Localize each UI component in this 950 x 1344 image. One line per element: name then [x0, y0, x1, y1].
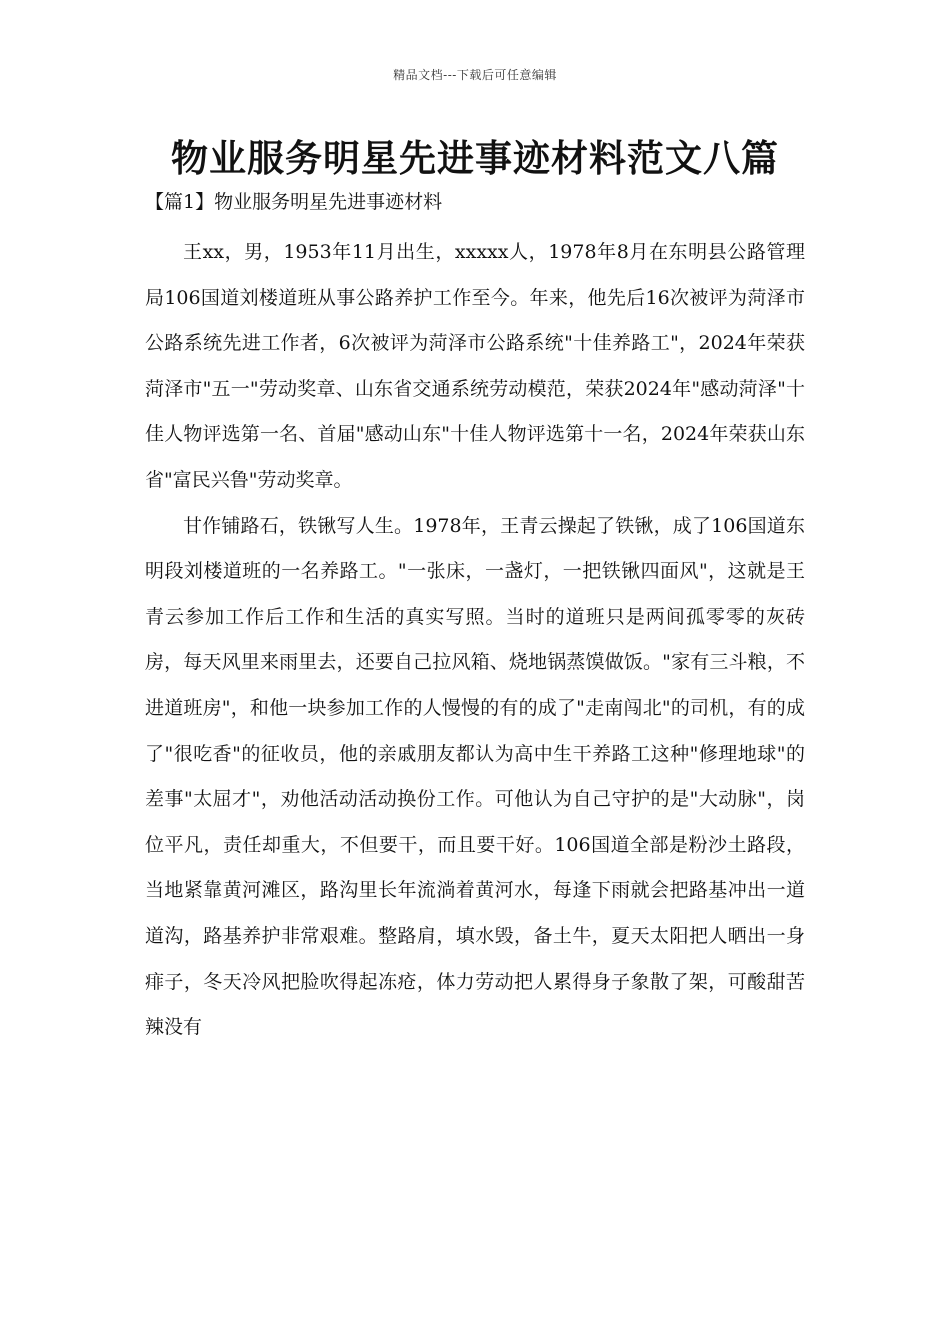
section-heading: 【篇1】物业服务明星先进事迹材料: [145, 191, 443, 213]
paragraph: 王xx，男，1953年11月出生，xxxxx人，1978年8月在东明县公路管理局106国道刘楼道班从事公路养护工作至今。年来，他先后16次被评为菏泽市公路系统先进工作者，6次被评为菏泽市公路系统"十佳养路工"，2024年荣获菏泽市"五一"劳动奖章、山东省交通系统劳动模范，荣获2024年"感动菏泽"十佳人物评选第一名、首届"感动山东"十佳人物评选第十一名，2024年荣获山东省"富民兴鲁"劳动奖章。: [145, 241, 805, 491]
header-note: 精品文档---下载后可任意编辑: [393, 68, 557, 82]
body-text: [145, 230, 805, 1051]
document-title: 物业服务明星先进事迹材料范文八篇: [171, 136, 779, 180]
paragraph: 甘作铺路石，铁锹写人生。1978年，王青云操起了铁锹，成了106国道东明段刘楼道班的一名养路工。"一张床，一盏灯，一把铁锹四面风"，这就是王青云参加工作后工作和生活的真实写照。当时的道班只是两间孤零零的灰砖房，每天风里来雨里去，还要自己拉风箱、烧地锅蒸馍做饭。"家有三斗粮，不进道班房"，和他一块参加工作的人慢慢的有的成了"走南闯北"的司机，有的成了"很吃香"的征收员，他的亲戚朋友都认为高中生干养路工这种"修理地球"的差事"太屈才"，劝他活动活动换份工作。可他认为自己守护的是"大动脉"，岗位平凡，责任却重大，不但要干，而且要干好。106国道全部是粉沙土路段，当地紧靠黄河滩区，路沟里长年流淌着黄河水，每逢下雨就会把路基冲出一道道沟，路基养护非常艰难。整路肩，填水毁，备土牛，夏天太阳把人晒出一身痱子，冬天冷风把脸吹得起冻疮，体力劳动把人累得身子象散了架，可酸甜苦辣没有: [145, 514, 805, 1039]
